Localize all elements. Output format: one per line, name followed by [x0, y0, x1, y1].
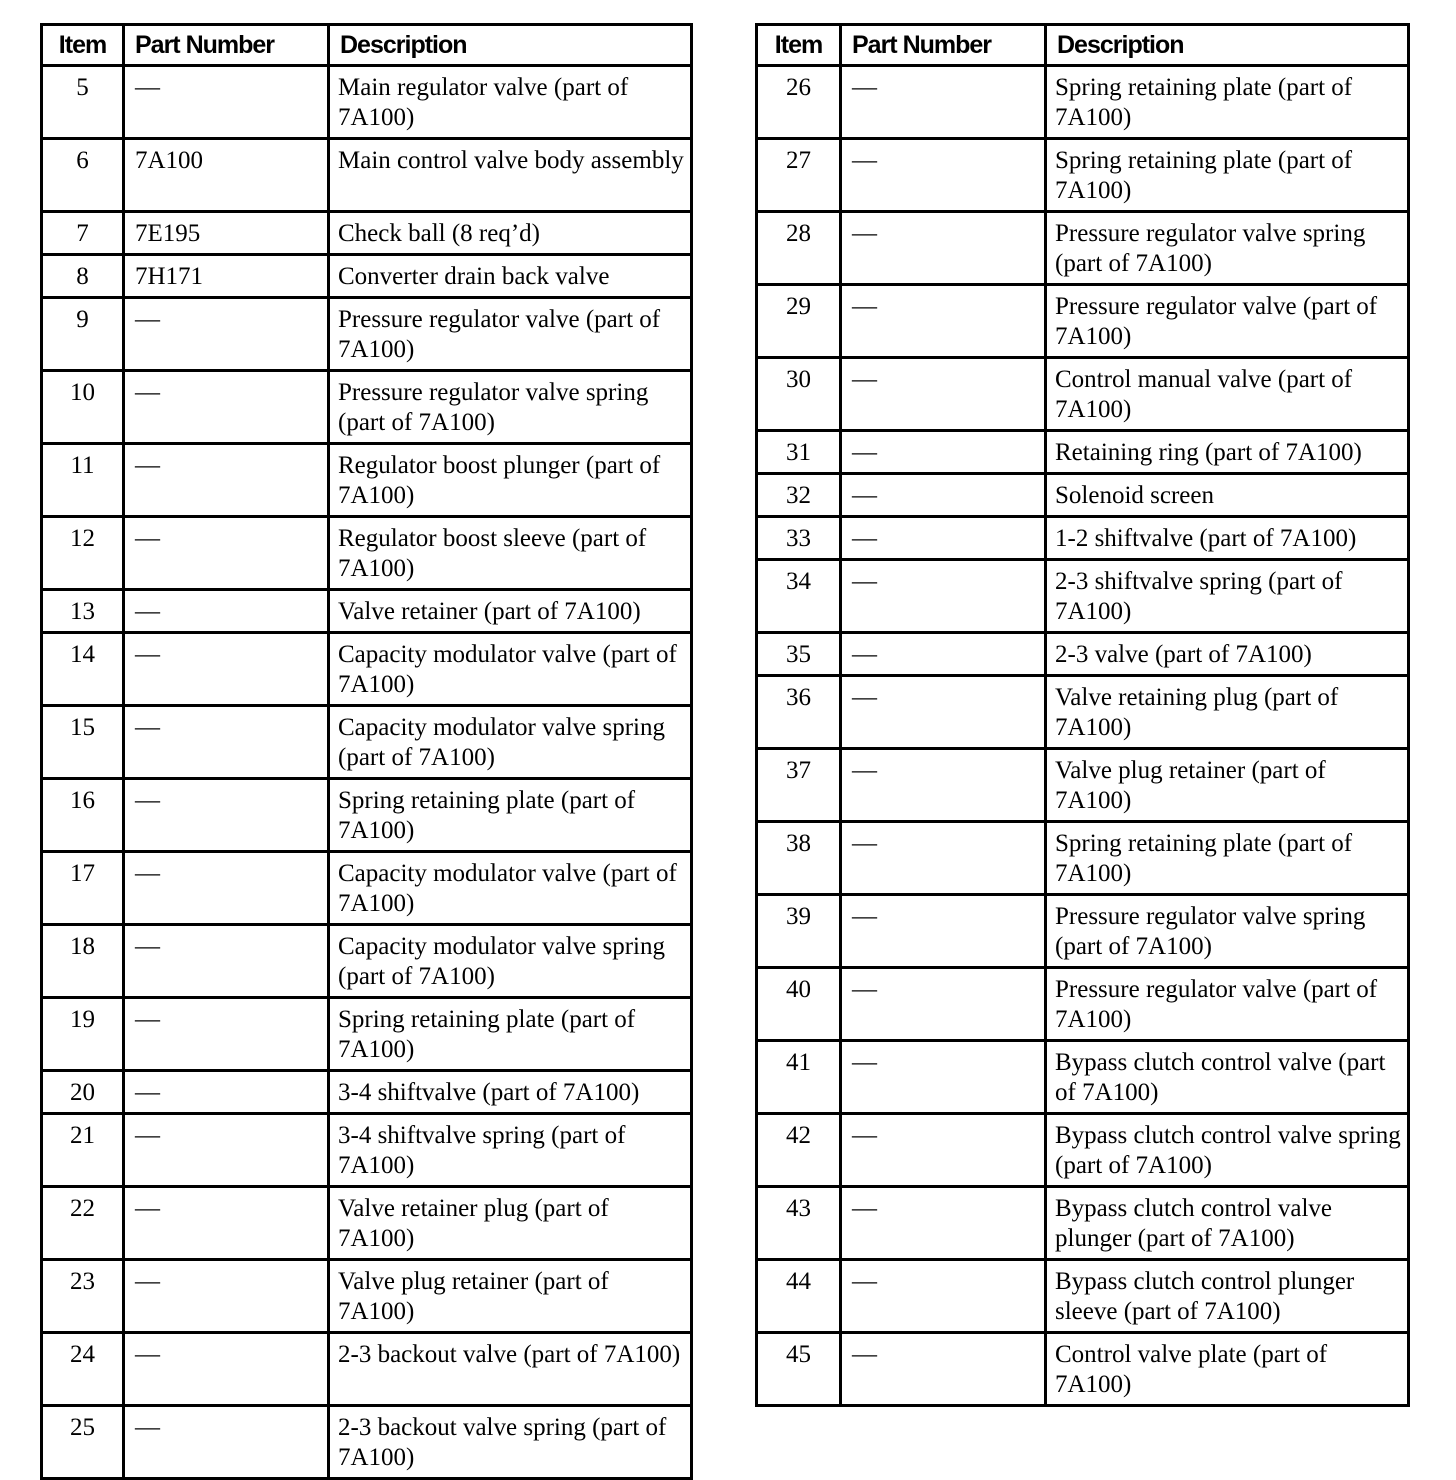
table-row	[42, 66, 692, 139]
table-row	[42, 1333, 692, 1406]
table-row	[757, 968, 1409, 1041]
item-cell: 37	[757, 749, 841, 822]
table-row	[42, 517, 692, 590]
item-cell: 36	[757, 676, 841, 749]
table-row	[757, 1333, 1409, 1406]
item-cell: 16	[42, 779, 124, 852]
header-row	[42, 25, 692, 66]
table-row	[42, 1406, 692, 1479]
table-body-right	[757, 66, 1409, 1406]
column-header-description: Description	[1046, 25, 1409, 66]
item-cell: 15	[42, 706, 124, 779]
item-cell: 26	[757, 66, 841, 139]
table-row	[42, 779, 692, 852]
table-row	[42, 633, 692, 706]
description-cell: Valve retaining plug (part of 7A100)	[1046, 676, 1409, 749]
description-cell: Valve plug retainer (part of 7A100)	[329, 1260, 692, 1333]
item-cell: 38	[757, 822, 841, 895]
table-row	[42, 852, 692, 925]
table-row	[757, 139, 1409, 212]
item-cell: 7	[42, 212, 124, 255]
description-cell: Valve plug retainer (part of 7A100)	[1046, 749, 1409, 822]
description-cell: Spring retaining plate (part of 7A100)	[1046, 139, 1409, 212]
part-number-cell: —	[124, 1260, 329, 1333]
part-number-cell: —	[841, 517, 1046, 560]
table-row	[757, 358, 1409, 431]
description-cell: 2-3 backout valve (part of 7A100)	[329, 1333, 692, 1406]
description-cell: 2-3 backout valve spring (part of 7A100)	[329, 1406, 692, 1479]
table-row	[757, 560, 1409, 633]
item-cell: 6	[42, 139, 124, 212]
table-row	[42, 1260, 692, 1333]
item-cell: 5	[42, 66, 124, 139]
item-cell: 40	[757, 968, 841, 1041]
description-cell: Spring retaining plate (part of 7A100)	[1046, 66, 1409, 139]
part-number-cell: —	[841, 66, 1046, 139]
part-number-cell: —	[124, 706, 329, 779]
description-cell: Valve retainer (part of 7A100)	[329, 590, 692, 633]
description-cell: Pressure regulator valve (part of 7A100)	[1046, 968, 1409, 1041]
item-cell: 14	[42, 633, 124, 706]
part-number-cell: 7A100	[124, 139, 329, 212]
part-number-cell: —	[124, 298, 329, 371]
table-row	[757, 676, 1409, 749]
item-cell: 19	[42, 998, 124, 1071]
description-cell: Capacity modulator valve (part of 7A100)	[329, 852, 692, 925]
part-number-cell: —	[124, 590, 329, 633]
table-row	[757, 1260, 1409, 1333]
table-row	[757, 474, 1409, 517]
item-cell: 20	[42, 1071, 124, 1114]
description-cell: Main control valve body assembly	[329, 139, 692, 212]
description-cell: Bypass clutch control valve spring (part of 7A100)	[1046, 1114, 1409, 1187]
parts-table-left	[40, 23, 693, 1480]
description-cell: 1-2 shiftvalve (part of 7A100)	[1046, 517, 1409, 560]
item-cell: 23	[42, 1260, 124, 1333]
item-cell: 18	[42, 925, 124, 998]
item-cell: 30	[757, 358, 841, 431]
part-number-cell: 7H171	[124, 255, 329, 298]
item-cell: 34	[757, 560, 841, 633]
table-body-left	[42, 66, 692, 1479]
table-row	[757, 1114, 1409, 1187]
item-cell: 11	[42, 444, 124, 517]
description-cell: Regulator boost sleeve (part of 7A100)	[329, 517, 692, 590]
description-cell: Capacity modulator valve spring (part of 7A100)	[329, 706, 692, 779]
part-number-cell: —	[841, 1114, 1046, 1187]
description-cell: Bypass clutch control valve plunger (part of 7A100)	[1046, 1187, 1409, 1260]
description-cell: 2-3 shiftvalve spring (part of 7A100)	[1046, 560, 1409, 633]
part-number-cell: —	[841, 431, 1046, 474]
table-row	[42, 925, 692, 998]
item-cell: 27	[757, 139, 841, 212]
parts-table-right	[755, 23, 1410, 1407]
item-cell: 45	[757, 1333, 841, 1406]
table-row	[757, 1041, 1409, 1114]
description-cell: Capacity modulator valve spring (part of 7A100)	[329, 925, 692, 998]
description-cell: Pressure regulator valve spring (part of 7A100)	[329, 371, 692, 444]
item-cell: 21	[42, 1114, 124, 1187]
part-number-cell: —	[841, 676, 1046, 749]
table-row	[42, 1114, 692, 1187]
part-number-cell: —	[124, 998, 329, 1071]
part-number-cell: —	[124, 779, 329, 852]
item-cell: 12	[42, 517, 124, 590]
description-cell: Capacity modulator valve (part of 7A100)	[329, 633, 692, 706]
item-cell: 13	[42, 590, 124, 633]
table-row	[757, 633, 1409, 676]
item-cell: 9	[42, 298, 124, 371]
table-row	[42, 1071, 692, 1114]
description-cell: Spring retaining plate (part of 7A100)	[329, 998, 692, 1071]
part-number-cell: —	[124, 1333, 329, 1406]
item-cell: 33	[757, 517, 841, 560]
part-number-cell: —	[124, 444, 329, 517]
table-row	[42, 590, 692, 633]
table-row	[42, 212, 692, 255]
table-row	[42, 255, 692, 298]
part-number-cell: —	[841, 1041, 1046, 1114]
part-number-cell: —	[124, 1071, 329, 1114]
item-cell: 17	[42, 852, 124, 925]
description-cell: Check ball (8 req’d)	[329, 212, 692, 255]
item-cell: 28	[757, 212, 841, 285]
part-number-cell: —	[124, 925, 329, 998]
part-number-cell: —	[124, 1187, 329, 1260]
description-cell: Pressure regulator valve (part of 7A100)	[1046, 285, 1409, 358]
description-cell: Pressure regulator valve spring (part of 7A100)	[1046, 895, 1409, 968]
table-row	[42, 1187, 692, 1260]
description-cell: Valve retainer plug (part of 7A100)	[329, 1187, 692, 1260]
part-number-cell: —	[124, 633, 329, 706]
part-number-cell: —	[841, 895, 1046, 968]
description-cell: Bypass clutch control valve (part of 7A100)	[1046, 1041, 1409, 1114]
description-cell: Pressure regulator valve spring (part of 7A100)	[1046, 212, 1409, 285]
description-cell: Spring retaining plate (part of 7A100)	[1046, 822, 1409, 895]
description-cell: Pressure regulator valve (part of 7A100)	[329, 298, 692, 371]
part-number-cell: 7E195	[124, 212, 329, 255]
part-number-cell: —	[841, 139, 1046, 212]
table-row	[42, 998, 692, 1071]
item-cell: 31	[757, 431, 841, 474]
part-number-cell: —	[841, 968, 1046, 1041]
column-header-item: Item	[757, 25, 841, 66]
item-cell: 10	[42, 371, 124, 444]
description-cell: Spring retaining plate (part of 7A100)	[329, 779, 692, 852]
part-number-cell: —	[841, 560, 1046, 633]
part-number-cell: —	[841, 633, 1046, 676]
description-cell: Converter drain back valve	[329, 255, 692, 298]
description-cell: Control manual valve (part of 7A100)	[1046, 358, 1409, 431]
table-row	[42, 371, 692, 444]
part-number-cell: —	[124, 1114, 329, 1187]
description-cell: Regulator boost plunger (part of 7A100)	[329, 444, 692, 517]
part-number-cell: —	[124, 1406, 329, 1479]
description-cell: Bypass clutch control plunger sleeve (part of 7A100)	[1046, 1260, 1409, 1333]
item-cell: 35	[757, 633, 841, 676]
item-cell: 42	[757, 1114, 841, 1187]
item-cell: 44	[757, 1260, 841, 1333]
part-number-cell: —	[841, 749, 1046, 822]
table-row	[757, 212, 1409, 285]
table-row	[757, 749, 1409, 822]
part-number-cell: —	[841, 1187, 1046, 1260]
item-cell: 29	[757, 285, 841, 358]
item-cell: 43	[757, 1187, 841, 1260]
part-number-cell: —	[124, 371, 329, 444]
column-header-item: Item	[42, 25, 124, 66]
item-cell: 24	[42, 1333, 124, 1406]
part-number-cell: —	[841, 285, 1046, 358]
table-row	[757, 895, 1409, 968]
item-cell: 32	[757, 474, 841, 517]
item-cell: 25	[42, 1406, 124, 1479]
table-row	[42, 706, 692, 779]
column-header-part-number: Part Number	[841, 25, 1046, 66]
part-number-cell: —	[124, 517, 329, 590]
description-cell: Control valve plate (part of 7A100)	[1046, 1333, 1409, 1406]
item-cell: 22	[42, 1187, 124, 1260]
column-header-description: Description	[329, 25, 692, 66]
table-row	[757, 822, 1409, 895]
item-cell: 41	[757, 1041, 841, 1114]
column-header-part-number: Part Number	[124, 25, 329, 66]
part-number-cell: —	[841, 1333, 1046, 1406]
part-number-cell: —	[841, 1260, 1046, 1333]
part-number-cell: —	[124, 852, 329, 925]
table-row	[42, 298, 692, 371]
description-cell: 3-4 shiftvalve spring (part of 7A100)	[329, 1114, 692, 1187]
table-row	[42, 139, 692, 212]
table-row	[757, 431, 1409, 474]
item-cell: 39	[757, 895, 841, 968]
description-cell: Solenoid screen	[1046, 474, 1409, 517]
table-row	[757, 285, 1409, 358]
item-cell: 8	[42, 255, 124, 298]
table-row	[757, 1187, 1409, 1260]
part-number-cell: —	[841, 474, 1046, 517]
header-row	[757, 25, 1409, 66]
table-row	[757, 66, 1409, 139]
description-cell: Retaining ring (part of 7A100)	[1046, 431, 1409, 474]
description-cell: 2-3 valve (part of 7A100)	[1046, 633, 1409, 676]
table-row	[42, 444, 692, 517]
description-cell: Main regulator valve (part of 7A100)	[329, 66, 692, 139]
part-number-cell: —	[841, 822, 1046, 895]
description-cell: 3-4 shiftvalve (part of 7A100)	[329, 1071, 692, 1114]
part-number-cell: —	[124, 66, 329, 139]
table-row	[757, 517, 1409, 560]
part-number-cell: —	[841, 358, 1046, 431]
part-number-cell: —	[841, 212, 1046, 285]
